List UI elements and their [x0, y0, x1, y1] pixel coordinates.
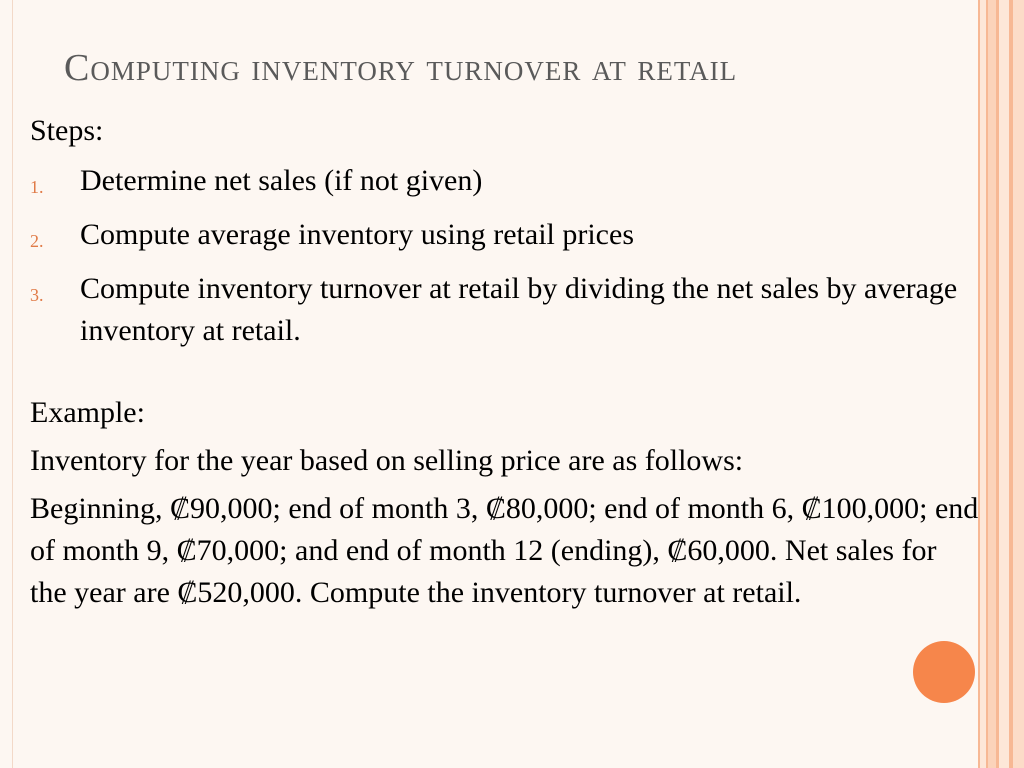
left-border-line: [12, 0, 13, 768]
example-body: Beginning, ₡90,000; end of month 3, ₡80,000; end of month 6, ₡100,000; end of month 9, ₡70,000; and end of month 12 (ending), ₡60,000. Net sales for the year are ₡520,000. Compute the inventory turnover at retail.: [30, 492, 979, 609]
list-item: [30, 214, 980, 262]
list-item: [30, 268, 980, 352]
accent-circle: [913, 641, 975, 703]
slide-content: [30, 110, 980, 620]
step-number: 3.: [30, 285, 44, 305]
example-heading: Example:: [30, 396, 145, 429]
stripe: [988, 0, 996, 768]
step-text: Determine net sales (if not given): [80, 164, 483, 197]
spacer: [30, 358, 980, 392]
stripe: [1013, 0, 1024, 768]
step-text: Compute inventory turnover at retail by dividing the net sales by average inventory at retail.: [80, 272, 958, 347]
slide-title: Computing inventory turnover at retail: [64, 47, 738, 89]
step-number: 1.: [30, 177, 44, 197]
example-intro: Inventory for the year based on selling price are as follows:: [30, 444, 744, 477]
step-text: Compute average inventory using retail prices: [80, 218, 634, 251]
decorative-stripes: [976, 0, 1024, 768]
stripe: [999, 0, 1009, 768]
step-number: 2.: [30, 231, 44, 251]
list-item: [30, 160, 980, 208]
steps-heading: Steps:: [30, 114, 104, 147]
